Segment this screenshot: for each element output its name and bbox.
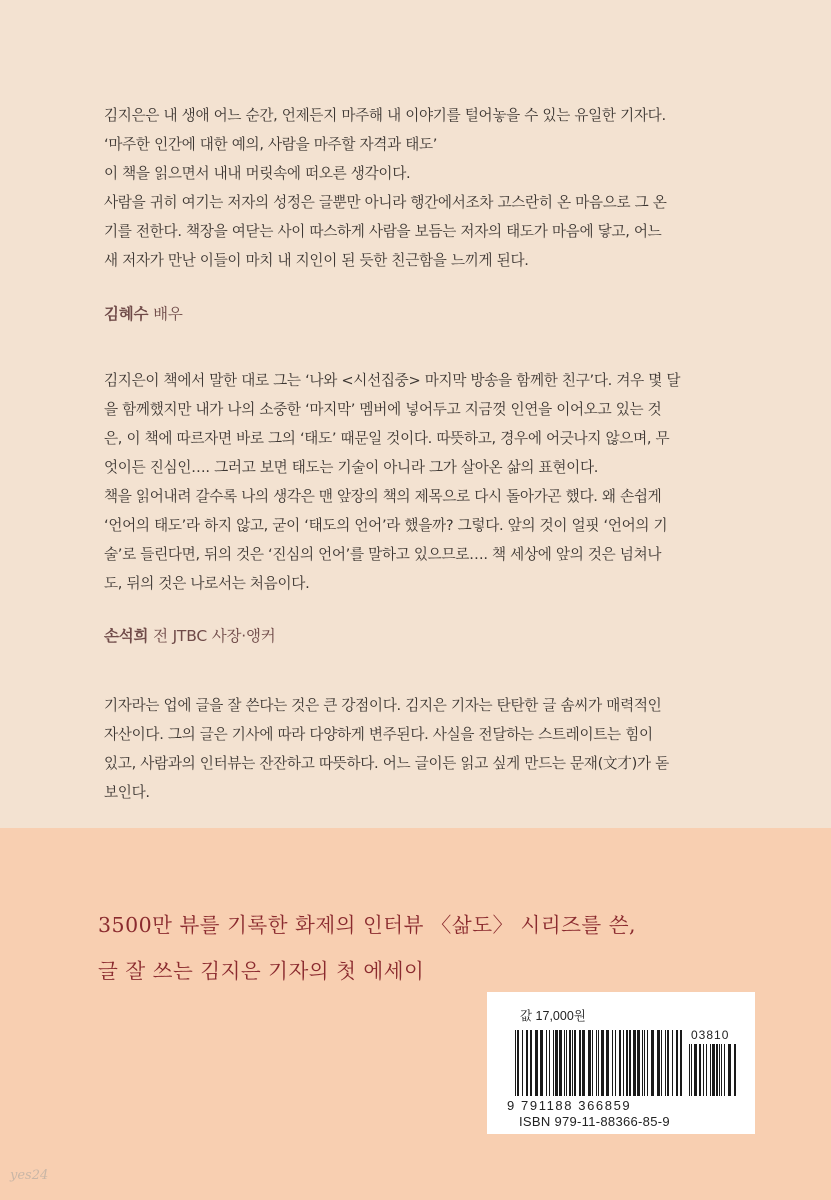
price-label: 값 17,000원 <box>520 1009 586 1023</box>
endorsement-line: 술’로 들린다면, 뒤의 것은 ‘진심의 언어’를 말하고 있으므로…. 책 세상에 앞의 것은 넘쳐나 <box>104 546 662 563</box>
barcode-bar <box>606 1030 609 1096</box>
endorsement-3-text <box>104 691 744 807</box>
barcode-bar <box>566 1030 567 1096</box>
barcode-bar <box>535 1030 538 1096</box>
endorsement-line: 엇이든 진심인…. 그러고 보면 태도는 기술이 아니라 그가 살아온 삶의 표현이다. <box>104 459 599 476</box>
barcode-bar <box>691 1044 692 1096</box>
barcode-bar <box>515 1030 516 1096</box>
barcode-bar <box>579 1030 581 1096</box>
endorsement-line: 기를 전한다. 책장을 여닫는 사이 따스하게 사람을 보듬는 저자의 태도가 마음에 닿고, 어느 <box>104 223 662 240</box>
barcode-bar <box>572 1030 573 1096</box>
barcode-bar <box>710 1044 711 1096</box>
isbn-barcode <box>515 1030 685 1096</box>
tagline-line-2: 글 잘 쓰는 김지은 기자의 첫 에세이 <box>98 959 425 983</box>
barcode-bar <box>651 1030 654 1096</box>
barcode-bar <box>526 1030 528 1096</box>
barcode-bar <box>564 1030 565 1096</box>
barcode-bar <box>540 1030 543 1096</box>
endorsement-line: 김지은이 책에서 말한 대로 그는 ‘나와 <시선집중> 마지막 방송을 함께한 친구’다. 겨우 몇 달 <box>104 372 681 389</box>
barcode-bar <box>615 1030 616 1096</box>
barcode-bar <box>661 1030 662 1096</box>
barcode-bar <box>517 1030 519 1096</box>
endorsement-2-text <box>104 366 744 598</box>
endorsement-2-signature <box>104 624 276 646</box>
barcode-bar <box>703 1044 704 1096</box>
barcode-bar <box>626 1030 628 1096</box>
barcode-bar <box>582 1030 585 1096</box>
tagline-line-1: 3500만 뷰를 기록한 화제의 인터뷰 〈삶도〉 시리즈를 쓴, <box>98 913 637 937</box>
barcode-bar <box>601 1030 604 1096</box>
barcode-bar <box>644 1030 645 1096</box>
endorsement-line: 책을 읽어내려 갈수록 나의 생각은 맨 앞장의 책의 제목으로 다시 돌아가곤 했다. 왜 손쉽게 <box>104 488 662 505</box>
endorsement-line: 기자라는 업에 글을 잘 쓴다는 것은 큰 강점이다. 김지은 기자는 탄탄한 글 솜씨가 매력적인 <box>104 697 662 714</box>
barcode-bar <box>546 1030 547 1096</box>
barcode-bar <box>680 1030 682 1096</box>
barcode-bar <box>706 1044 707 1096</box>
endorsement-line: 은, 이 책에 따르자면 바로 그의 ‘태도’ 때문일 것이다. 따뜻하고, 경우에 어긋나지 않으며, 무 <box>104 430 670 447</box>
author-role: 전 JTBC 사장·앵커 <box>153 627 276 645</box>
author-role: 배우 <box>153 305 183 323</box>
barcode-bar <box>712 1044 715 1096</box>
ean-digits: 9 791188 366859 <box>507 1098 632 1113</box>
author-name: 손석희 <box>104 627 149 645</box>
barcode-bar <box>647 1030 648 1096</box>
watermark-text: yes24 <box>10 1168 49 1183</box>
barcode-bar <box>721 1044 722 1096</box>
endorsement-line: 있고, 사람과의 인터뷰는 잔잔하고 따뜻하다. 어느 글이든 읽고 싶게 만드는 문재(文才)가 돋 <box>104 755 669 772</box>
barcode-bar <box>596 1030 597 1096</box>
barcode-bar <box>716 1044 718 1096</box>
barcode-bar <box>724 1044 725 1096</box>
barcode-bar <box>637 1030 640 1096</box>
endorsement-line: 도, 뒤의 것은 나로서는 처음이다. <box>104 575 310 592</box>
barcode-bar <box>553 1030 554 1096</box>
author-name: 김혜수 <box>104 305 149 323</box>
barcode-bar <box>555 1030 558 1096</box>
barcode-bar <box>619 1030 621 1096</box>
barcode-bar <box>574 1030 576 1096</box>
barcode-bar <box>522 1030 523 1096</box>
endorsement-line: 이 책을 읽으면서 내내 머릿속에 떠오른 생각이다. <box>104 165 411 182</box>
barcode-bar <box>569 1030 571 1096</box>
barcode-bar <box>672 1030 673 1096</box>
endorsement-line: 사람을 귀히 여기는 저자의 성정은 글뿐만 아니라 행간에서조차 고스란히 온 마음으로 그 온 <box>104 194 667 211</box>
barcode-bar <box>699 1044 701 1096</box>
endorsement-line: 자산이다. 그의 글은 기사에 따라 다양하게 변주된다. 사실을 전달하는 스트레이트는 힘이 <box>104 726 653 743</box>
barcode-bar <box>676 1030 678 1096</box>
barcode-box <box>487 992 755 1134</box>
barcode-bar <box>734 1044 736 1096</box>
barcode-bar <box>612 1030 613 1096</box>
barcode-bar <box>665 1030 666 1096</box>
barcode-bar <box>719 1044 720 1096</box>
barcode-bar <box>694 1044 697 1096</box>
endorsement-line: 을 함께했지만 내가 나의 소중한 ‘마지막’ 멤버에 넣어두고 지금껏 인연을 이어오고 있는 것 <box>104 401 662 418</box>
barcode-bar <box>598 1030 599 1096</box>
barcode-bar <box>588 1030 591 1096</box>
barcode-bar <box>642 1030 643 1096</box>
endorsement-line: ‘언어의 태도’라 하지 않고, 굳이 ‘태도의 언어’라 했을까? 그렇다. 앞의 것이 얼핏 ‘언어의 기 <box>104 517 668 534</box>
barcode-bar <box>530 1030 532 1096</box>
addon-barcode <box>689 1044 737 1096</box>
barcode-bar <box>549 1030 550 1096</box>
endorsement-line: 김지은은 내 생애 어느 순간, 언제든지 마주해 내 이야기를 털어놓을 수 있는 유일한 기자다. <box>104 107 666 124</box>
barcode-bar <box>667 1030 669 1096</box>
addon-code: 03810 <box>691 1028 730 1042</box>
barcode-bar <box>559 1030 562 1096</box>
barcode-bar <box>592 1030 593 1096</box>
endorsement-line: 보인다. <box>104 784 150 801</box>
endorsement-line: 새 저자가 만난 이들이 마치 내 지인이 된 듯한 친근함을 느끼게 된다. <box>104 252 529 269</box>
barcode-bar <box>728 1044 731 1096</box>
barcode-bar <box>633 1030 636 1096</box>
barcode-bar <box>689 1044 690 1096</box>
endorsement-line: ‘마주한 인간에 대한 예의, 사람을 마주할 자격과 태도’ <box>104 136 438 153</box>
barcode-bar <box>623 1030 624 1096</box>
endorsement-1-text <box>104 101 744 275</box>
barcode-bar <box>629 1030 631 1096</box>
barcode-bar <box>657 1030 660 1096</box>
endorsement-1-signature <box>104 302 183 324</box>
isbn-text: ISBN 979-11-88366-85-9 <box>519 1114 670 1129</box>
